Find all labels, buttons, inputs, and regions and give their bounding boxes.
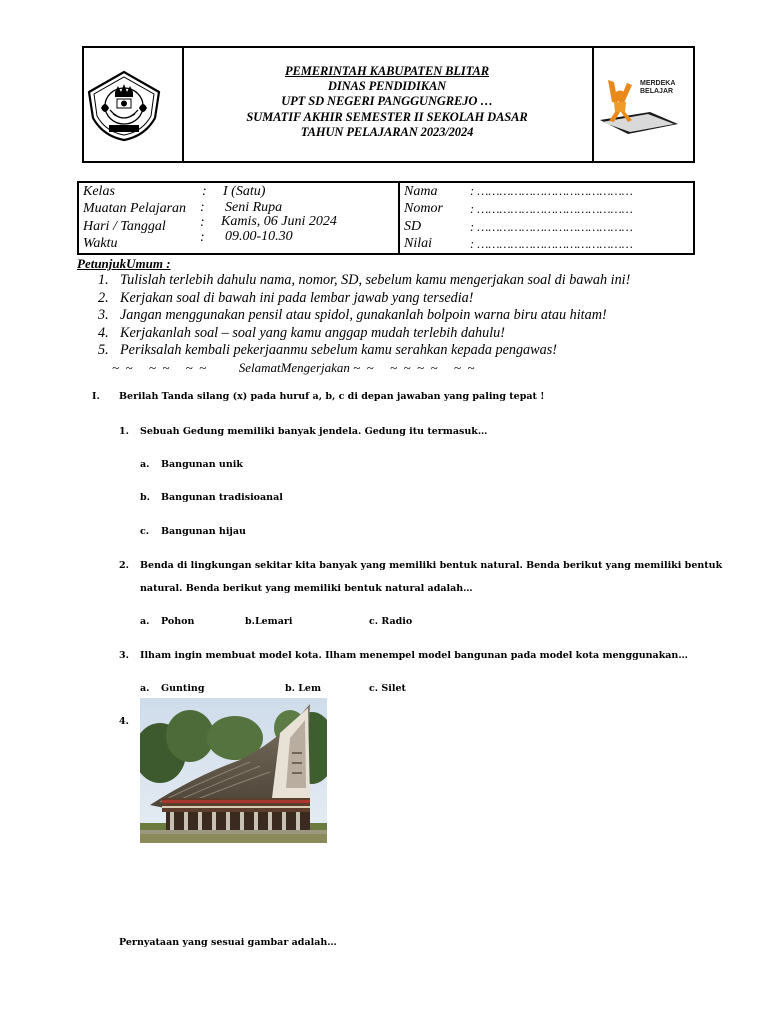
info-colon-waktu: :	[200, 230, 205, 245]
header-line-5: TAHUN PELAJARAN 2023/2024	[300, 124, 474, 139]
q1-option-c-key[interactable]: c.	[140, 526, 150, 537]
q1-option-b-text[interactable]: Bangunan tradisioanal	[161, 492, 283, 503]
q2-option-c[interactable]: c. Radio	[369, 616, 413, 627]
info-label-sd: SD	[404, 219, 422, 234]
info-colon-kelas: :	[202, 184, 207, 199]
q3-option-c[interactable]: c. Silet	[369, 683, 406, 694]
info-label-nilai: Nilai	[404, 236, 433, 251]
info-field-nilai[interactable]: : ……………………………………	[470, 237, 633, 251]
q2-option-a-text[interactable]: Pohon	[161, 616, 195, 627]
closing-greeting: ~ ~ ~ ~ ~ ~ SelamatMengerjakan ~ ~ ~ ~ ~ ~ ~ ~	[112, 360, 475, 375]
info-colon-hari: :	[200, 215, 205, 230]
header-line-1: PEMERINTAH KABUPATEN BLITAR	[284, 64, 490, 78]
info-label-nomor: Nomor	[404, 201, 443, 216]
q3-option-a-text[interactable]: Gunting	[161, 683, 205, 694]
traditional-house-image	[140, 698, 327, 843]
q1-option-c-text[interactable]: Bangunan hijau	[161, 526, 246, 537]
info-label-nama: Nama	[404, 184, 438, 199]
question-3-number: 3.	[119, 650, 129, 661]
info-value-muatan: Seni Rupa	[225, 200, 283, 215]
q1-option-b-key[interactable]: b.	[140, 492, 150, 503]
info-label-waktu: Waktu	[83, 236, 118, 251]
info-label-kelas: Kelas	[83, 184, 115, 199]
header-title-block	[182, 64, 592, 140]
q2-option-b[interactable]: b.Lemari	[245, 616, 293, 627]
section-number: I.	[92, 391, 100, 402]
header-line-3: UPT SD NEGERI PANGGUNGREJO …	[281, 94, 493, 109]
instructions-title: PetunjukUmum :	[77, 256, 171, 271]
instruction-item-3: 3. Jangan menggunakan pensil atau spidol, gunakanlah bolpoin warna biru atau hitam!	[98, 307, 607, 323]
instruction-item-2: 2. Kerjakan soal di bawah ini pada lembar jawab yang tersedia!	[98, 290, 474, 306]
instruction-item-4: 4. Kerjakanlah soal – soal yang kamu anggap mudah terlebih dahulu!	[98, 325, 506, 341]
q1-option-a-key[interactable]: a.	[140, 459, 150, 470]
merdeka-belajar-text: MERDEKA BELAJAR	[640, 80, 676, 95]
header-line-2: DINAS PENDIDIKAN	[327, 79, 447, 94]
q1-option-a-text[interactable]: Bangunan unik	[161, 459, 243, 470]
info-label-hari: Hari / Tanggal	[83, 219, 166, 234]
question-4-number: 4.	[119, 716, 129, 727]
instruction-item-5: 5. Periksalah kembali pekerjaanmu sebelum kamu serahkan kepada pengawas!	[98, 342, 557, 358]
kabupaten-emblem-icon	[85, 70, 163, 142]
question-4-statement: Pernyataan yang sesuai gambar adalah…	[119, 937, 337, 948]
info-label-muatan: Muatan Pelajaran	[83, 201, 187, 216]
info-field-sd[interactable]: : ……………………………………	[470, 220, 633, 234]
question-1-text: Sebuah Gedung memiliki banyak jendela. Gedung itu termasuk…	[140, 426, 488, 437]
info-value-hari: Kamis, 06 Juni 2024	[221, 214, 337, 229]
q3-option-b[interactable]: b. Lem	[285, 683, 322, 694]
info-field-nama[interactable]: : ……………………………………	[470, 184, 633, 198]
info-value-kelas: I (Satu)	[223, 184, 266, 199]
info-colon-muatan: :	[200, 200, 205, 215]
question-1-number: 1.	[119, 426, 129, 437]
question-2-line-1: Benda di lingkungan sekitar kita banyak yang memiliki bentuk natural. Benda berikut yang memiliki bentuk	[140, 560, 723, 571]
question-3-text: Ilham ingin membuat model kota. Ilham menempel model bangunan pada model kota menggunakan…	[140, 650, 688, 661]
q2-option-a-key[interactable]: a.	[140, 616, 150, 627]
info-value-waktu: 09.00-10.30	[225, 229, 293, 244]
q3-option-a-key[interactable]: a.	[140, 683, 150, 694]
section-title: Berilah Tanda silang (x) pada huruf a, b, c di depan jawaban yang paling tepat !	[119, 391, 545, 402]
question-2-number: 2.	[119, 560, 129, 571]
info-field-nomor[interactable]: : ……………………………………	[470, 202, 633, 216]
question-2-line-2: natural. Benda berikut yang memiliki bentuk natural adalah…	[140, 583, 473, 594]
header-line-4: SUMATIF AKHIR SEMESTER II SEKOLAH DASAR	[246, 109, 528, 124]
instruction-item-1: 1. Tulislah terlebih dahulu nama, nomor, SD, sebelum kamu mengerjakan soal di bawah ini!	[98, 272, 631, 288]
